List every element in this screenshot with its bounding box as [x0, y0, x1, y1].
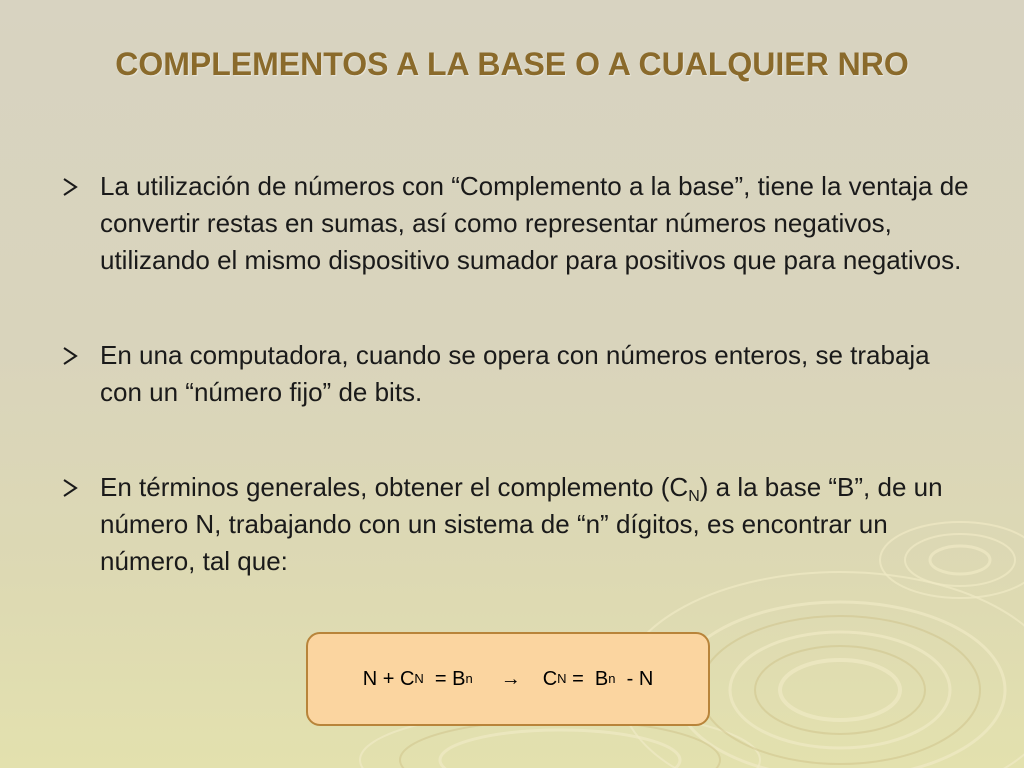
formula-equals-b: = B: [423, 667, 466, 690]
bullet-text-before: En términos generales, obtener el complemento (C: [100, 472, 689, 502]
formula-rhs-c: C: [542, 667, 558, 690]
bullet-text: [100, 472, 943, 576]
bullet-text-after: ) a la base “B”, de un número N, trabajando con un sistema de “n” dígitos, es encontrar un número, tal que:: [100, 472, 943, 576]
right-arrow-icon: →: [500, 667, 521, 690]
bullet-list: [62, 168, 972, 580]
formula-lhs: N + C: [362, 667, 415, 690]
bullet-item: [62, 168, 972, 279]
bullet-text: La utilización de números con “Complemento a la base”, tiene la ventaja de convertir restas en sumas, así como representar números negativos, utilizando el mismo dispositivo sumador para positivos que para negativos.: [100, 171, 969, 275]
formula-box: N + C N = B n → C N = B n - N: [306, 632, 710, 726]
bullet-item: [62, 469, 972, 580]
slide-title: COMPLEMENTOS A LA BASE O A CUALQUIER NRO: [115, 46, 909, 82]
bullet-text: En una computadora, cuando se opera con números enteros, se trabaja con un “número fijo” de bits.: [100, 340, 930, 407]
formula-rhs-equals-b: = B: [566, 667, 609, 690]
formula-minus-n: - N: [615, 667, 654, 690]
arrowhead-bullet-icon: [62, 346, 78, 366]
subscript-n: N: [688, 488, 700, 505]
arrowhead-bullet-icon: [62, 478, 78, 498]
arrowhead-bullet-icon: [62, 177, 78, 197]
bullet-item: [62, 337, 972, 411]
